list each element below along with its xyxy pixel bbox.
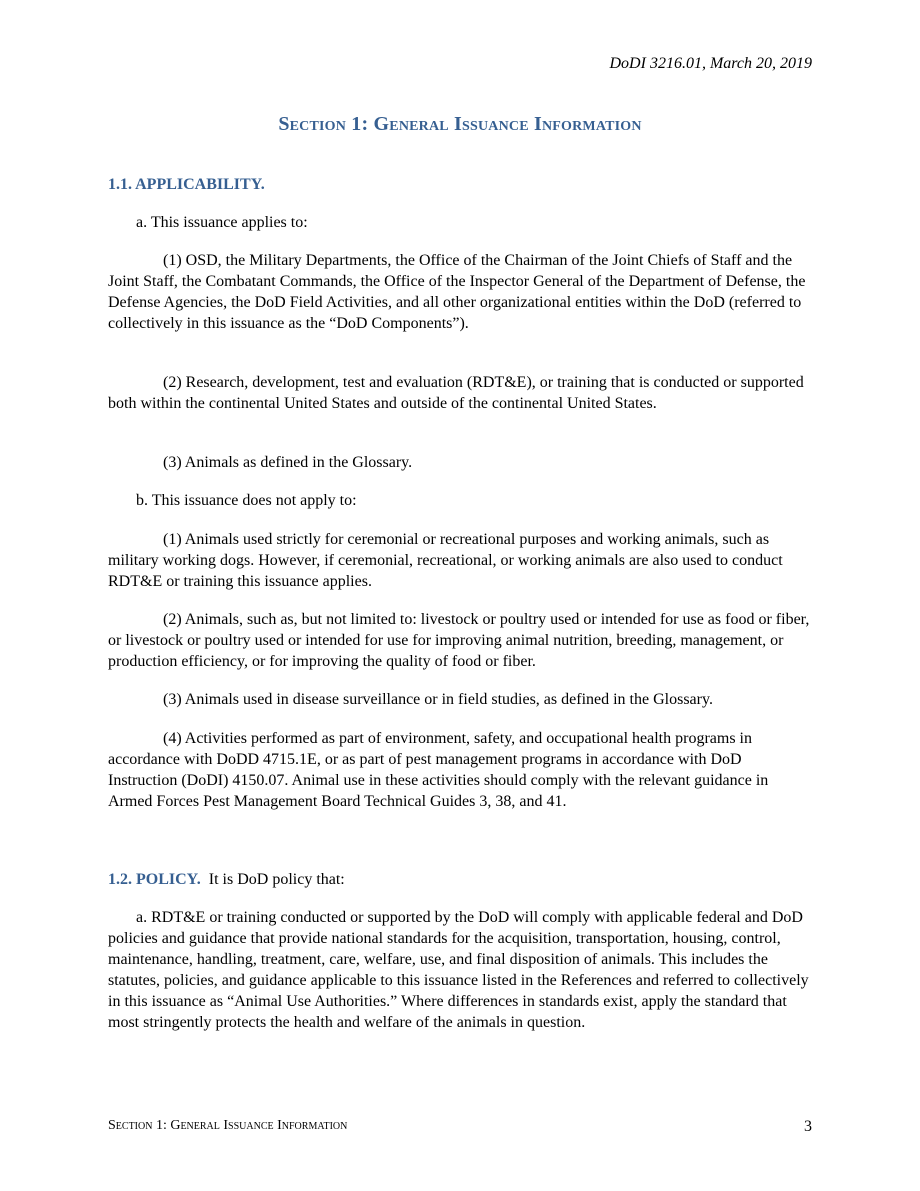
section-title: Section 1: General Issuance Information xyxy=(278,113,642,135)
running-header: DoDI 3216.01, March 20, 2019 xyxy=(609,55,812,72)
para-1-1-b-block xyxy=(108,490,812,511)
page-footer xyxy=(108,1118,812,1134)
para-1-1-b-4: (4) Activities performed as part of environment, safety, and occupational health programs in accordance with DoDD 4715.1E, or as part of pest management programs in accordance with DoD Instruction (DoDI) 4150.07. Animal use in these activities should comply with the relevant guidance in Armed Forces Pest Management Board Technical Guides 3, 38, and 41. xyxy=(108,730,769,810)
para-1-1-b: b. This issuance does not apply to: xyxy=(136,492,357,509)
para-1-1-a3-block xyxy=(108,452,812,473)
para-1-2-a-block xyxy=(108,907,812,1033)
para-1-1-a-3: (3) Animals as defined in the Glossary. xyxy=(163,454,413,471)
heading-1-2-line xyxy=(108,869,812,890)
para-1-1-b-3: (3) Animals used in disease surveillance or in field studies, as defined in the Glossary. xyxy=(163,691,713,708)
para-1-1-a: a. This issuance applies to: xyxy=(136,214,308,231)
policy-lead: It is DoD policy that: xyxy=(208,871,345,888)
policy-heading-block xyxy=(108,869,812,890)
para-1-1-b-1: (1) Animals used strictly for ceremonial or recreational purposes and working animals, such as military working dogs. However, if ceremonial, recreational, or working animals are also used to conduct RDT&E or training this issuance applies. xyxy=(108,531,783,590)
para-1-1-a1-block xyxy=(108,250,812,334)
para-1-2-a: a. RDT&E or training conducted or supported by the DoD will comply with applicable federal and DoD policies and guidance that provide national standards for the acquisition, transportation, housing, control, maintenance, handling, treatment, care, welfare, use, and final disposition of animals. This includes the statutes, policies, and guidance applicable to this issuance listed in the References and referred to collectively in this issuance as “Animal Use Authorities.” Where differences in standards exist, apply the standard that most stringently protects the health and welfare of the animals in question. xyxy=(108,909,809,1031)
heading-1-2: 1.2. POLICY. xyxy=(108,871,201,888)
para-1-1-b-2: (2) Animals, such as, but not limited to: livestock or poultry used or intended for use as food or fiber, or livestock or poultry used or intended for use for improving animal nutrition, breeding, management, or production efficiency, or for improving the quality of food or fiber. xyxy=(108,611,810,670)
para-1-1-b3-block xyxy=(108,689,812,710)
para-1-1-a-2: (2) Research, development, test and evaluation (RDT&E), or training that is conducted or supported both within the continental United States and outside of the continental United States. xyxy=(108,374,804,412)
page-number: 3 xyxy=(804,1118,812,1135)
para-1-1-a-block xyxy=(108,212,812,233)
applicability-heading xyxy=(108,174,812,195)
footer-section-title: Section 1: General Issuance Information xyxy=(108,1118,348,1133)
para-1-1-b1-block xyxy=(108,529,812,592)
para-1-1-a2-block xyxy=(108,372,812,414)
heading-1-1: 1.1. APPLICABILITY. xyxy=(108,176,265,193)
para-1-1-a-1: (1) OSD, the Military Departments, the Office of the Chairman of the Joint Chiefs of Staff and the Joint Staff, the Combatant Commands, the Office of the Inspector General of the Department of Defense, the Defense Agencies, the DoD Field Activities, and all other organizational entities within the DoD (referred to collectively in this issuance as the “DoD Components”). xyxy=(108,252,806,332)
para-1-1-b4-block xyxy=(108,728,812,812)
para-1-1-b2-block xyxy=(108,609,812,672)
